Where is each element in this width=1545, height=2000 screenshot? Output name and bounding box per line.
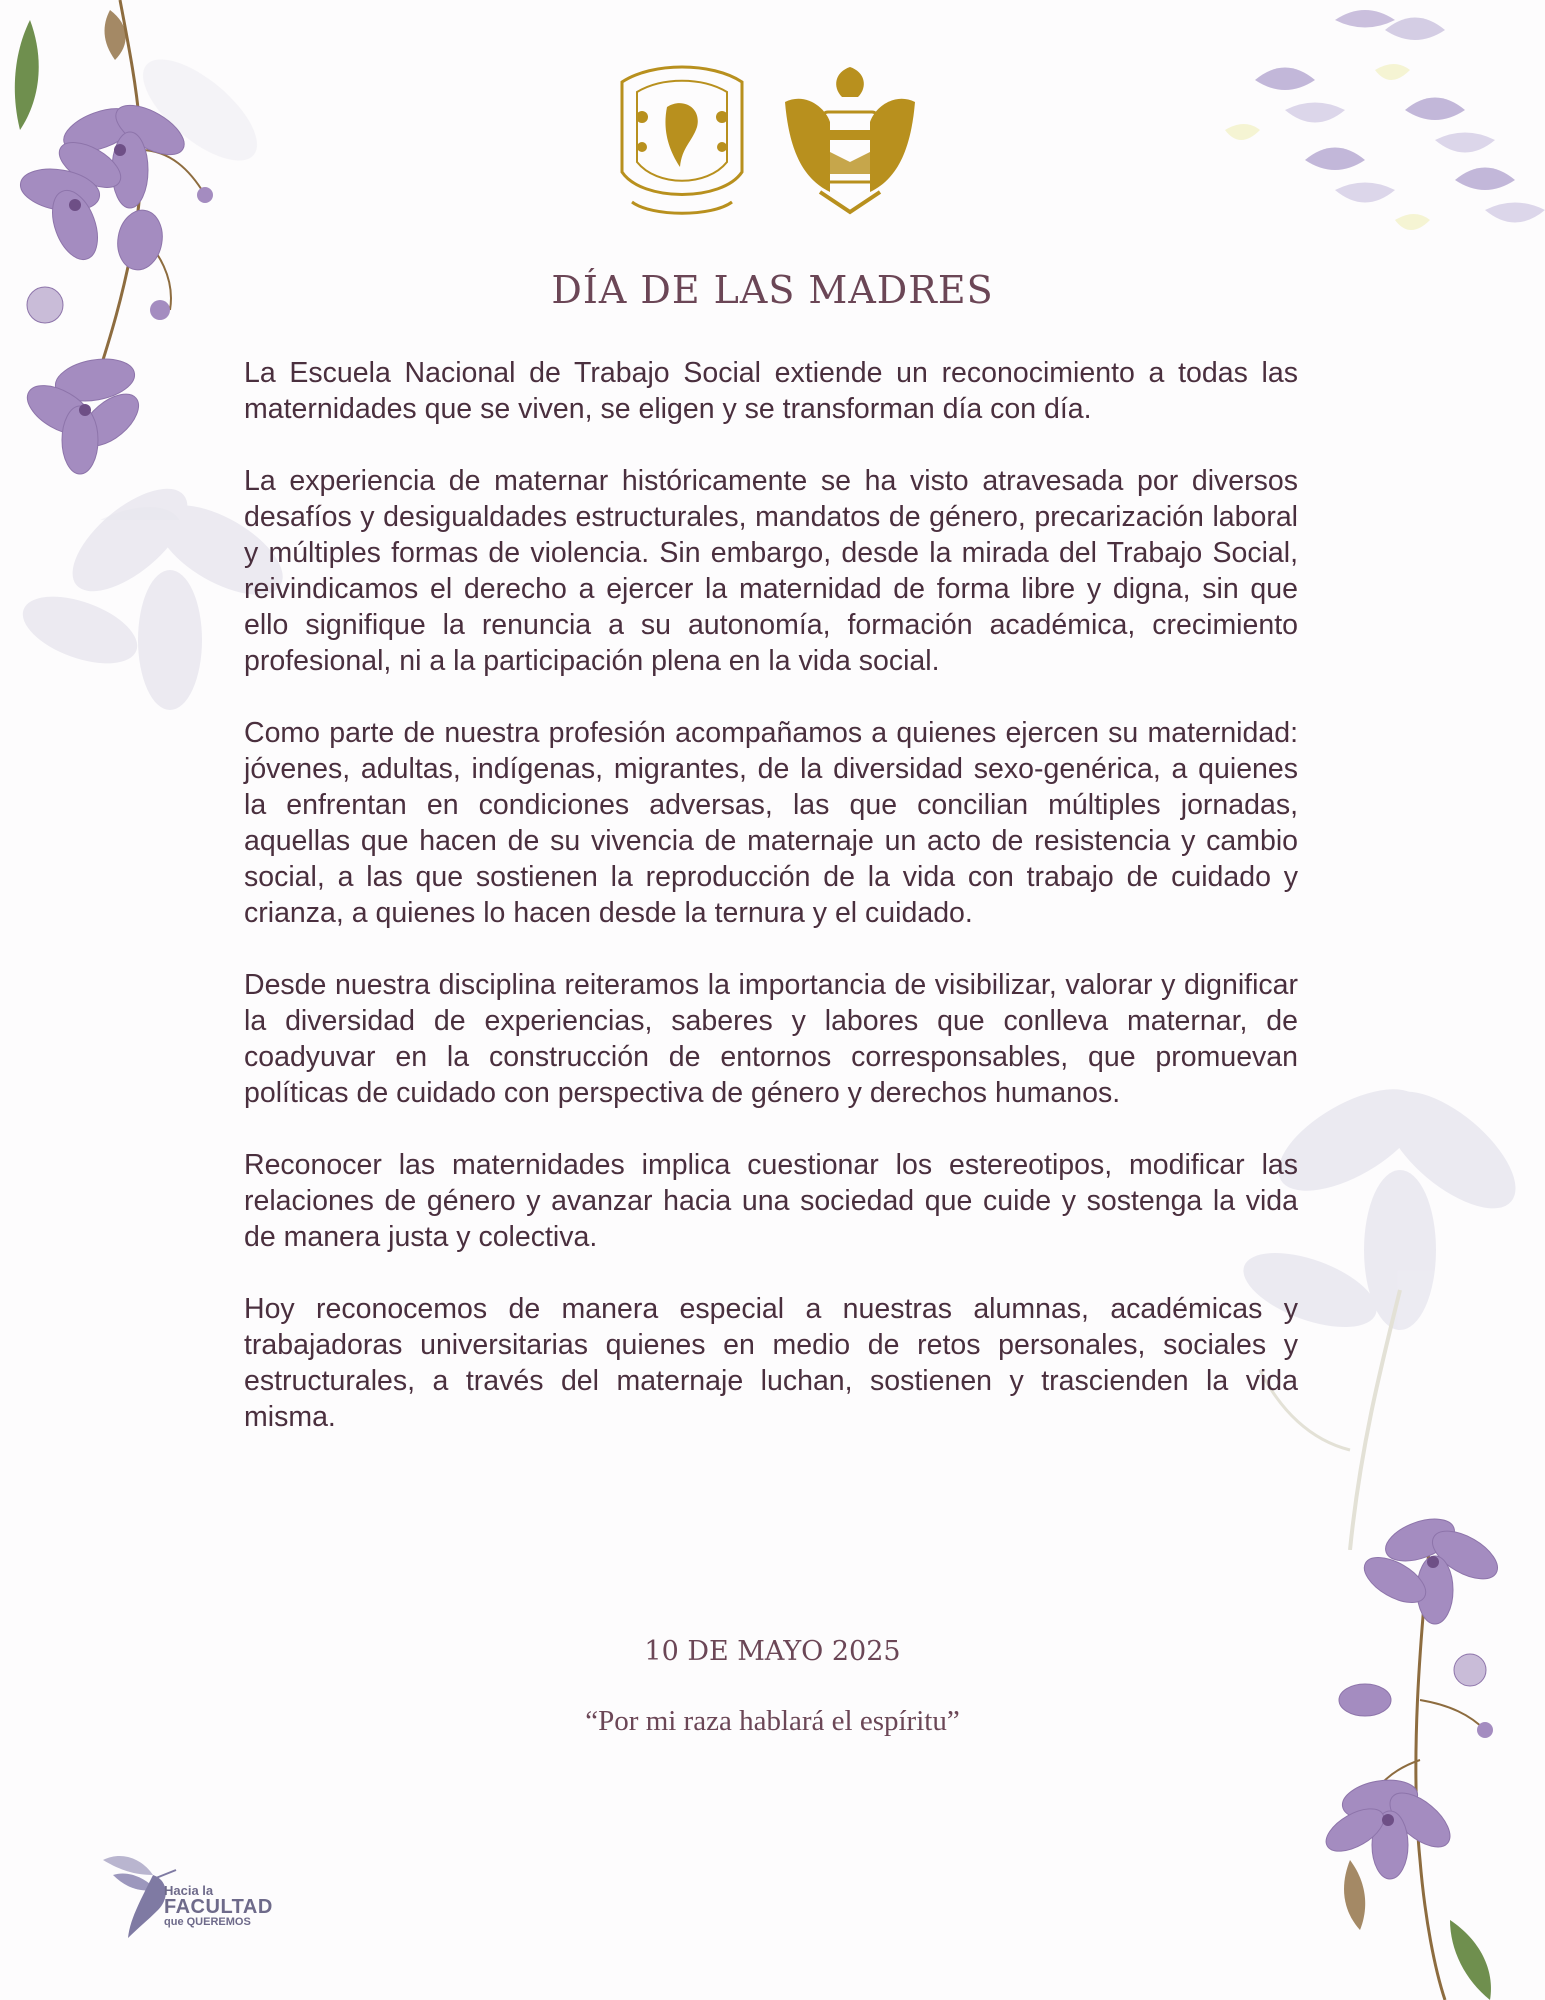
paragraph: Como parte de nuestra profesión acompañamos a quienes ejercen su maternidad: jóvenes, adultas, indígenas, migrantes, de la diversidad sexo-genérica, a quienes la enfrentan en condiciones adversas, las que concilian múltiples jornadas, aquellas que hacen de su vivencia de maternaje un acto de resistencia y cambio social, a las que sostienen la reproducción de la vida con trabajo de cuidado y crianza, a quienes lo hacen desde la ternura y el cuidado.: [244, 717, 1298, 929]
paragraph: Hoy reconocemos de manera especial a nuestras alumnas, académicas y trabajadoras universitarias quienes en medio de retos personales, sociales y estructurales, a través del maternaje luchan, sostienen y trascienden la vida misma.: [244, 1293, 1298, 1433]
date-line: 10 DE MAYO 2025: [644, 1636, 901, 1667]
paragraph: La Escuela Nacional de Trabajo Social extiende un reconocimiento a todas las maternidades que se viven, se eligen y se transforman día con día.: [244, 357, 1298, 425]
letter-body: [244, 355, 1298, 1471]
unam-seal-icon: [612, 62, 752, 222]
paragraph: La experiencia de maternar históricamente se ha visto atravesada por diversos desafíos y desigualdades estructurales, mandatos de género, precarización laboral y múltiples formas de violencia. Sin embargo, desde la mirada del Trabajo Social, reivindicamos el derecho a ejercer la maternidad de forma libre y digna, sin que ello signifique la renuncia a su autonomía, formación académica, crecimiento profesional, ni a la participación plena en la vida social.: [244, 465, 1298, 677]
logo-text: [164, 1884, 273, 1928]
page-title: DÍA DE LAS MADRES: [551, 268, 994, 312]
institutional-seals: [612, 62, 932, 232]
logo-line-3: que QUEREMOS: [164, 1916, 251, 1928]
paragraph: Reconocer las maternidades implica cuestionar los estereotipos, modificar las relaciones de género y avanzar hacia una sociedad que cuide y sostenga la vida de manera justa y colectiva.: [244, 1149, 1298, 1253]
logo-line-1: Hacia la: [164, 1883, 214, 1898]
footer-logo: [98, 1840, 288, 1940]
paragraph: Desde nuestra disciplina reiteramos la importancia de visibilizar, valorar y dignificar la diversidad de experiencias, saberes y labores que conlleva maternar, de coadyuvar en la construcción de entornos corresponsables, que promuevan políticas de cuidado con perspectiva de género y derechos humanos.: [244, 969, 1298, 1109]
motto: “Por mi raza hablará el espíritu”: [585, 1705, 960, 1737]
ents-seal-icon: [780, 62, 920, 222]
petal-pattern-top-right-icon: [1195, 0, 1545, 300]
floral-branch-bottom-right-icon: [1270, 1500, 1545, 2000]
logo-line-2: FACULTAD: [164, 1896, 273, 1918]
